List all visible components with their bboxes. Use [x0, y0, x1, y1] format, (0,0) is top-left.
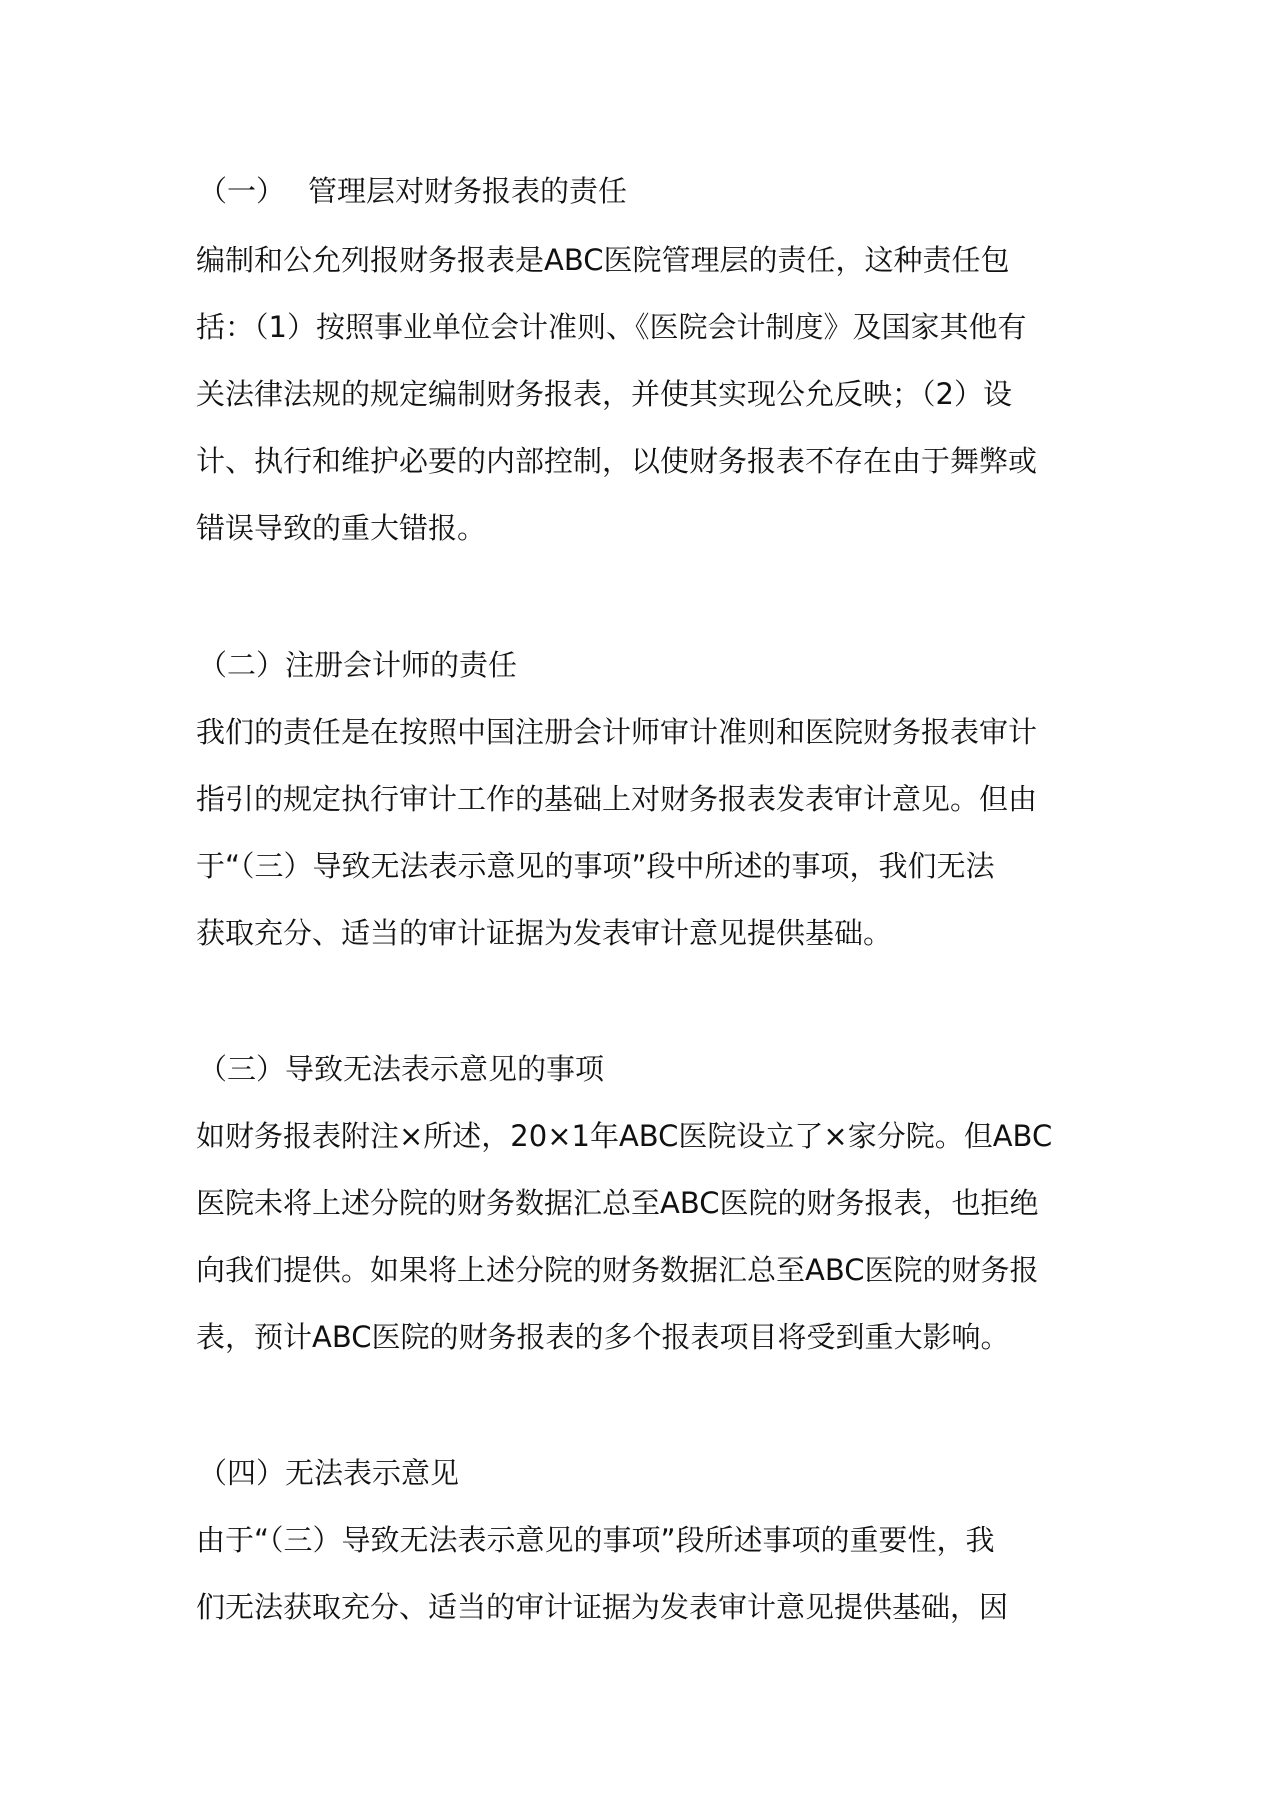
paragraph-line: 表，预计ABC医院的财务报表的多个报表项目将受到重大影响。: [196, 1320, 1010, 1354]
section-heading-auditor-responsibility: （二）注册会计师的责任: [198, 648, 518, 682]
section-heading-basis-for-disclaimer: （三）导致无法表示意见的事项: [198, 1052, 605, 1086]
paragraph-line: 指引的规定执行审计工作的基础上对财务报表发表审计意见。但由: [196, 782, 1038, 816]
paragraph-line: 编制和公允列报财务报表是ABC医院管理层的责任，这种责任包: [196, 243, 1010, 277]
paragraph-line: 计、执行和维护必要的内部控制，以使财务报表不存在由于舞弊或: [196, 444, 1038, 478]
section-title: 管理层对财务报表的责任: [308, 174, 628, 208]
paragraph-line: 于“（三）导致无法表示意见的事项”段中所述的事项，我们无法: [196, 849, 995, 883]
section-number: （一）: [198, 174, 286, 208]
paragraph-line: 关法律法规的规定编制财务报表，并使其实现公允反映；（2）设: [196, 377, 1012, 411]
paragraph-line: 括：（1）按照事业单位会计准则、《医院会计制度》及国家其他有: [196, 310, 1027, 344]
section-heading-management-responsibility: [198, 171, 627, 211]
paragraph-line: 们无法获取充分、适当的审计证据为发表审计意见提供基础，因: [196, 1590, 1009, 1624]
paragraph-line: 我们的责任是在按照中国注册会计师审计准则和医院财务报表审计: [196, 715, 1038, 749]
paragraph-line: 错误导致的重大错报。: [196, 511, 487, 545]
paragraph-line: 向我们提供。如果将上述分院的财务数据汇总至ABC医院的财务报: [196, 1253, 1039, 1287]
paragraph-line: 获取充分、适当的审计证据为发表审计意见提供基础。: [196, 916, 893, 950]
paragraph-line: 由于“（三）导致无法表示意见的事项”段所述事项的重要性，我: [196, 1523, 995, 1557]
paragraph-line: 如财务报表附注×所述，20×1年ABC医院设立了×家分院。但ABC: [196, 1119, 1053, 1153]
section-heading-disclaimer-of-opinion: （四）无法表示意见: [198, 1456, 460, 1490]
paragraph-line: 医院未将上述分院的财务数据汇总至ABC医院的财务报表，也拒绝: [196, 1186, 1039, 1220]
